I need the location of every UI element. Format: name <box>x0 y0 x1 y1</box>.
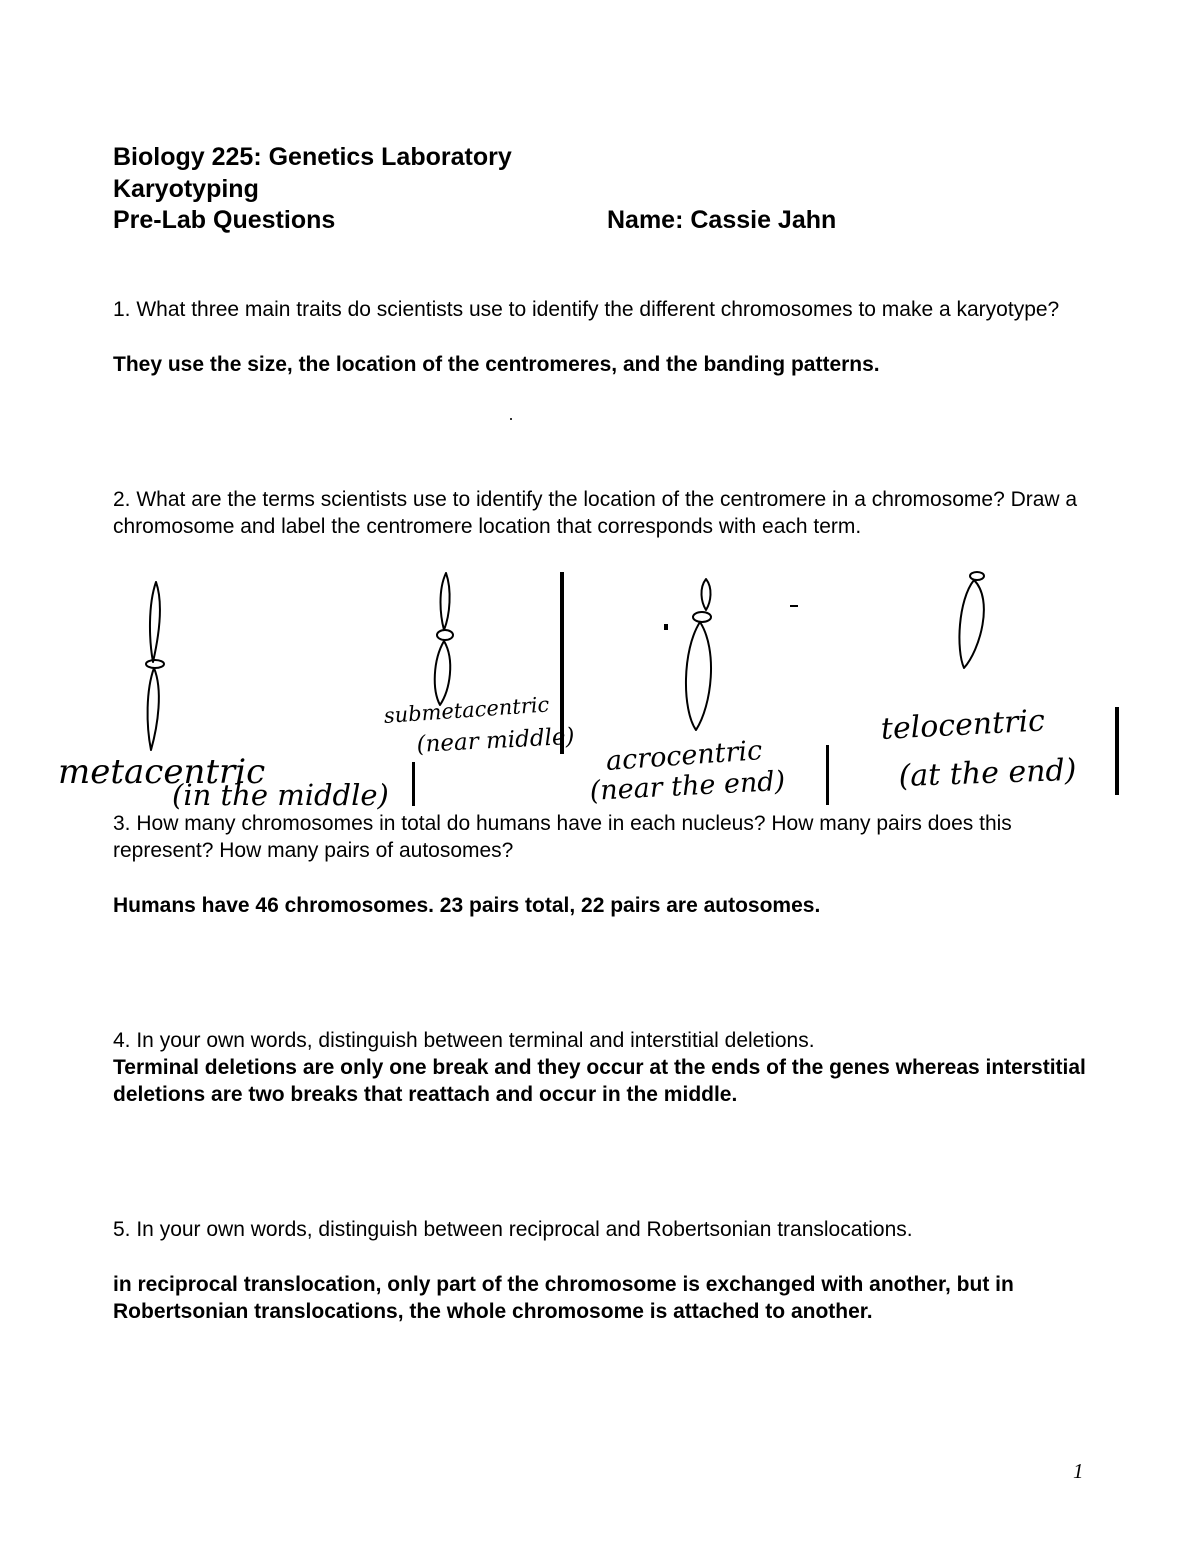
question-5-answer: in reciprocal translocation, only part of the chromosome is exchanged with another, but in Robertsonian translocations, the whole chromosome is attached to another. <box>113 1273 1014 1323</box>
stray-dot <box>510 418 512 420</box>
page-number: 1 <box>1073 1459 1084 1483</box>
course-title: Biology 225: Genetics Laboratory <box>113 143 512 171</box>
question-5-prompt: 5. In your own words, distinguish between reciprocal and Robertsonian translocations. <box>113 1218 913 1241</box>
acrocentric-label: acrocentric <box>605 735 764 777</box>
metacentric-label: metacentric <box>58 752 266 792</box>
question-3-answer: Humans have 46 chromosomes. 23 pairs total, 22 pairs are autosomes. <box>113 894 821 917</box>
question-4-prompt: 4. In your own words, distinguish between terminal and interstitial deletions. <box>113 1029 815 1052</box>
metacentric-chromosome-drawing <box>146 582 164 750</box>
submetacentric-chromosome-drawing <box>435 573 453 705</box>
question-1-answer: They use the size, the location of the centromeres, and the banding patterns. <box>113 353 880 376</box>
telocentric-label: telocentric <box>880 703 1046 747</box>
student-name: Name: Cassie Jahn <box>607 206 837 234</box>
stray-mark <box>664 624 668 630</box>
telocentric-note: (at the end) <box>898 752 1077 794</box>
submetacentric-note: (near middle) <box>416 723 576 758</box>
divider-line-2 <box>412 762 415 806</box>
divider-line-3 <box>826 745 829 805</box>
metacentric-note: (in the middle) <box>172 778 389 812</box>
telocentric-chromosome-drawing <box>959 572 984 668</box>
question-4-answer: Terminal deletions are only one break and they occur at the ends of the genes whereas interstitial deletions are two breaks that reattach and occur in the middle. <box>113 1056 1086 1106</box>
submetacentric-label: submetacentric <box>383 692 550 728</box>
acrocentric-chromosome-drawing <box>686 579 711 730</box>
topic-title: Karyotyping <box>113 175 259 203</box>
stray-dash <box>790 605 798 607</box>
section-title: Pre-Lab Questions <box>113 206 336 234</box>
question-1-prompt: 1. What three main traits do scientists use to identify the different chromosomes to make a karyotype? <box>113 298 1060 321</box>
question-3-prompt: 3. How many chromosomes in total do humans have in each nucleus? How many pairs does this represent? How many pairs of autosomes? <box>113 812 1012 862</box>
acrocentric-note: (near the end) <box>589 765 786 807</box>
question-2-prompt: 2. What are the terms scientists use to identify the location of the centromere in a chromosome? Draw a chromosome and label the centromere location that corresponds with each term. <box>113 488 1078 538</box>
divider-line-4 <box>1115 707 1119 795</box>
